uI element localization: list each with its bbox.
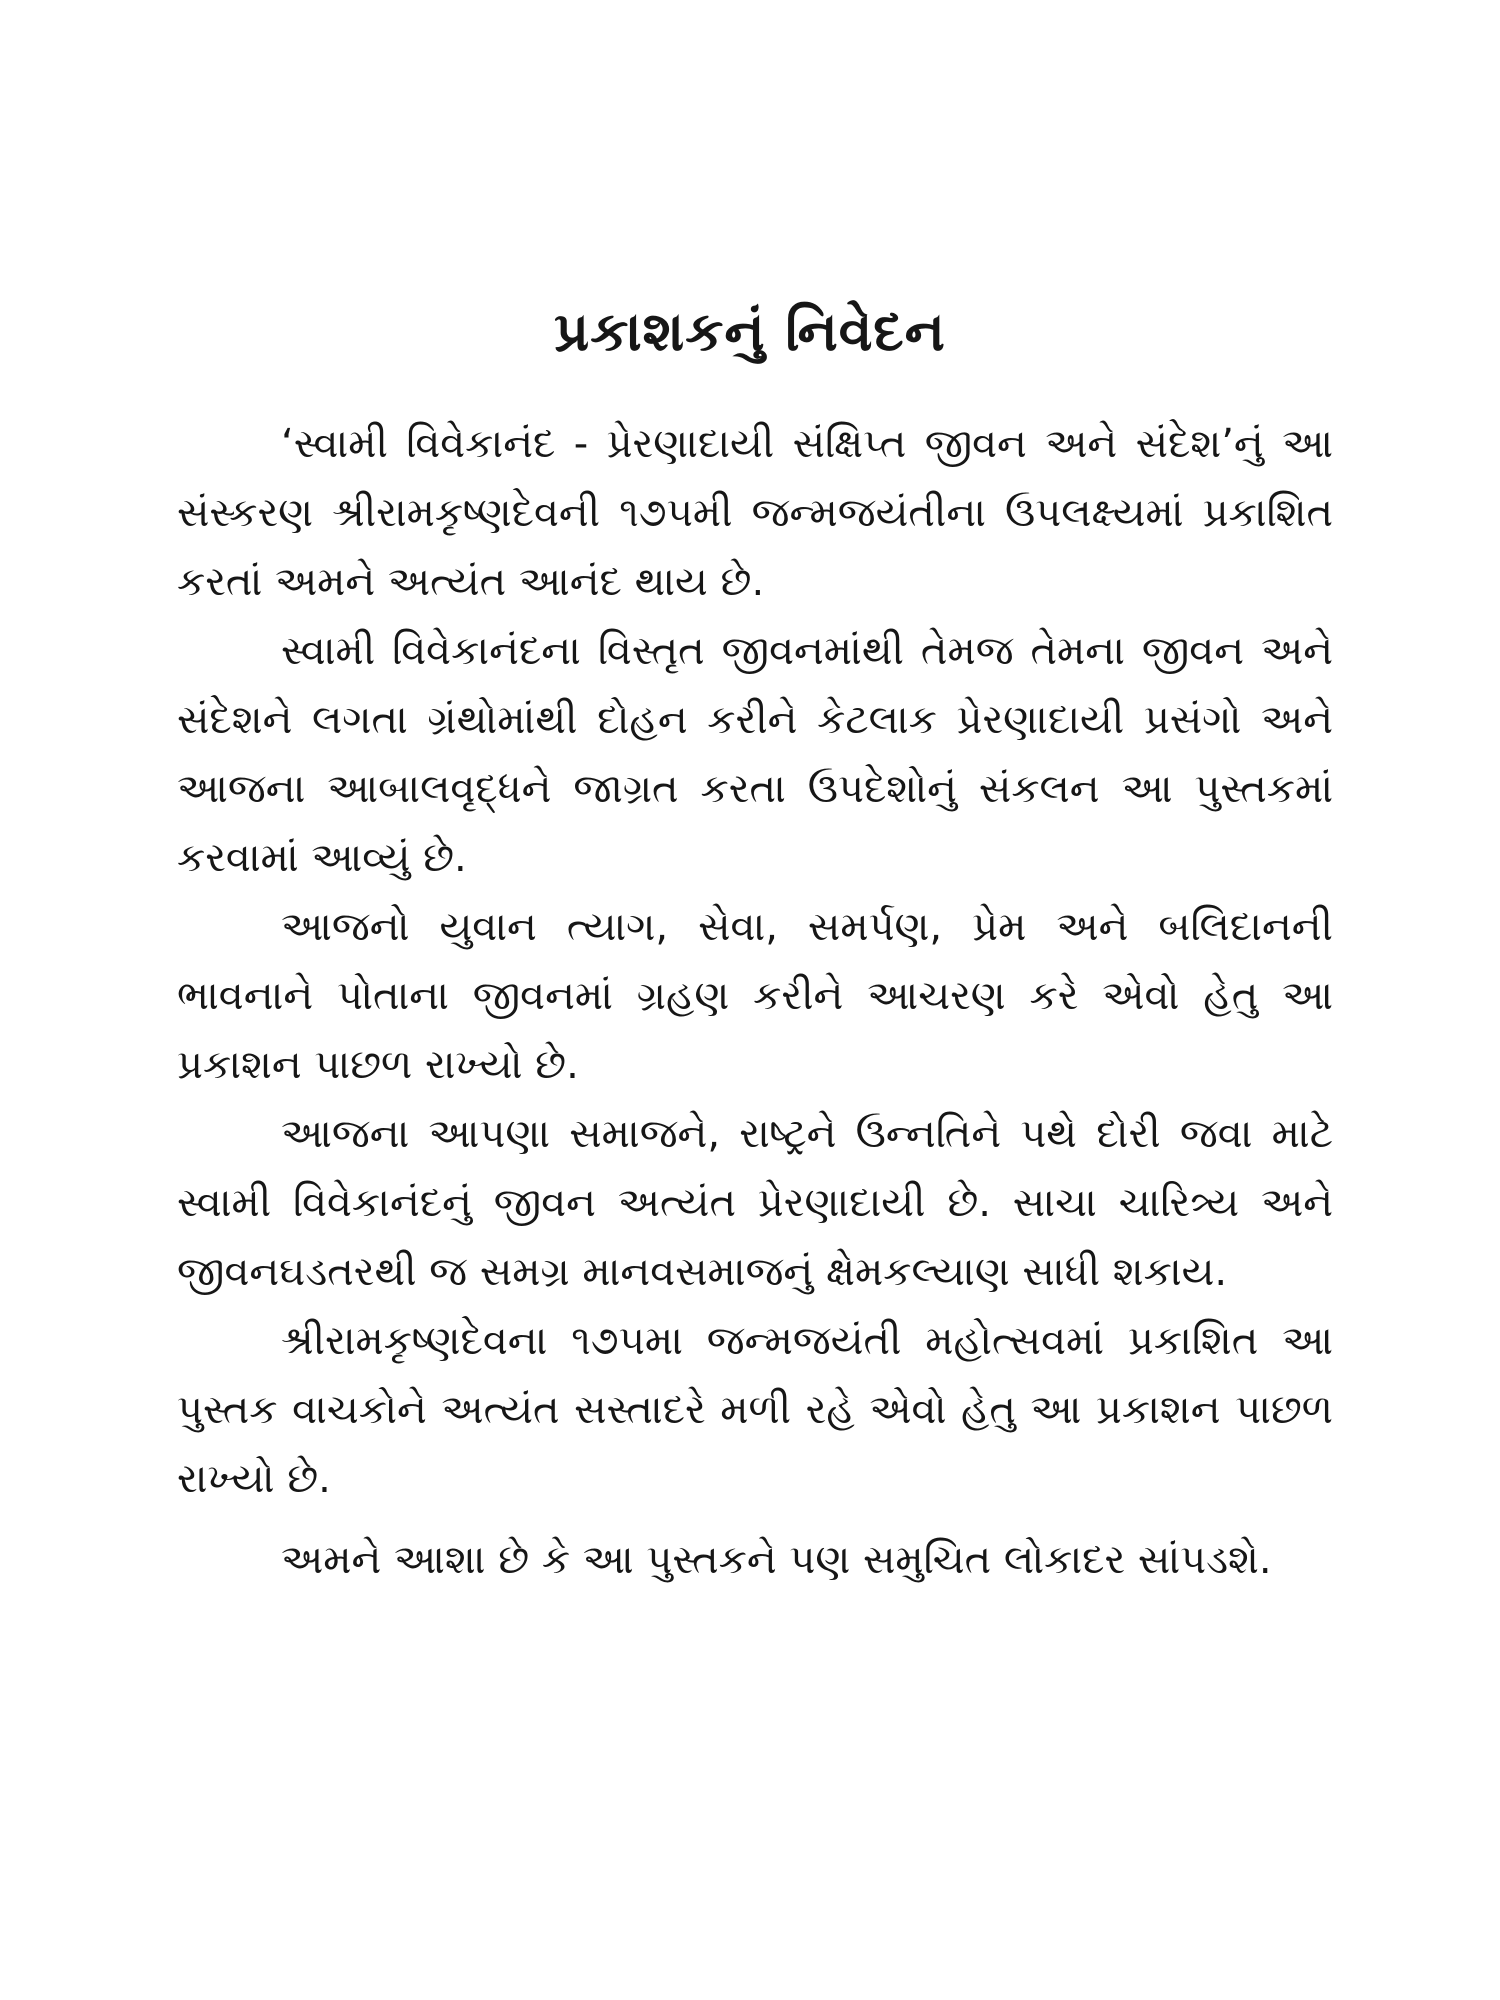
paragraph-5: શ્રીરામકૃષ્ણદેવના ૧૭૫મા જન્મજયંતી મહોત્સવમાં પ્રકાશિત આ પુસ્તક વાચકોને અત્યંત સસ્તાદરે મળી રહે એવો હેતુ આ પ્રકાશન પાછળ રાખ્યો છે. <box>177 1318 1333 1502</box>
paragraph-6: અમને આશા છે કે આ પુસ્તકને પણ સમુચિત લોકાદર સાંપડશે. <box>281 1537 1272 1583</box>
page-title: પ્રકાશકનું નિવેદન <box>554 300 946 363</box>
paragraph-3: આજનો યુવાન ત્યાગ, સેવા, સમર્પણ, પ્રેમ અને બલિદાનની ભાવનાને પોતાના જીવનમાં ગ્રહણ કરીને આચરણ કરે એવો હેતુ આ પ્રકાશન પાછળ રાખ્યો છે. <box>177 904 1333 1088</box>
document-body <box>177 410 1333 1595</box>
paragraph-4: આજના આપણા સમાજને, રાષ્ટ્રને ઉન્નતિને પથે દોરી જવા માટે સ્વામી વિવેકાનંદનું જીવન અત્યંત પ્રેરણાદાયી છે. સાચા ચારિત્ર્ય અને જીવનઘડતરથી જ સમગ્ર માનવસમાજનું ક્ષેમકલ્યાણ સાધી શકાય. <box>177 1111 1333 1295</box>
paragraph-2: સ્વામી વિવેકાનંદના વિસ્તૃત જીવનમાંથી તેમજ તેમના જીવન અને સંદેશને લગતા ગ્રંથોમાંથી દોહન કરીને કેટલાક પ્રેરણાદાયી પ્રસંગો અને આજના આબાલવૃદ્ધને જાગ્રત કરતા ઉપદેશોનું સંકલન આ પુસ્તકમાં કરવામાં આવ્યું છે. <box>177 628 1333 881</box>
paragraph-1: ‘સ્વામી વિવેકાનંદ - પ્રેરણાદાયી સંક્ષિપ્ત જીવન અને સંદેશ’નું આ સંસ્કરણ શ્રીરામકૃષ્ણદેવની ૧૭૫મી જન્મજયંતીના ઉપલક્ષ્યમાં પ્રકાશિત કરતાં અમને અત્યંત આનંદ થાય છે. <box>177 421 1333 605</box>
